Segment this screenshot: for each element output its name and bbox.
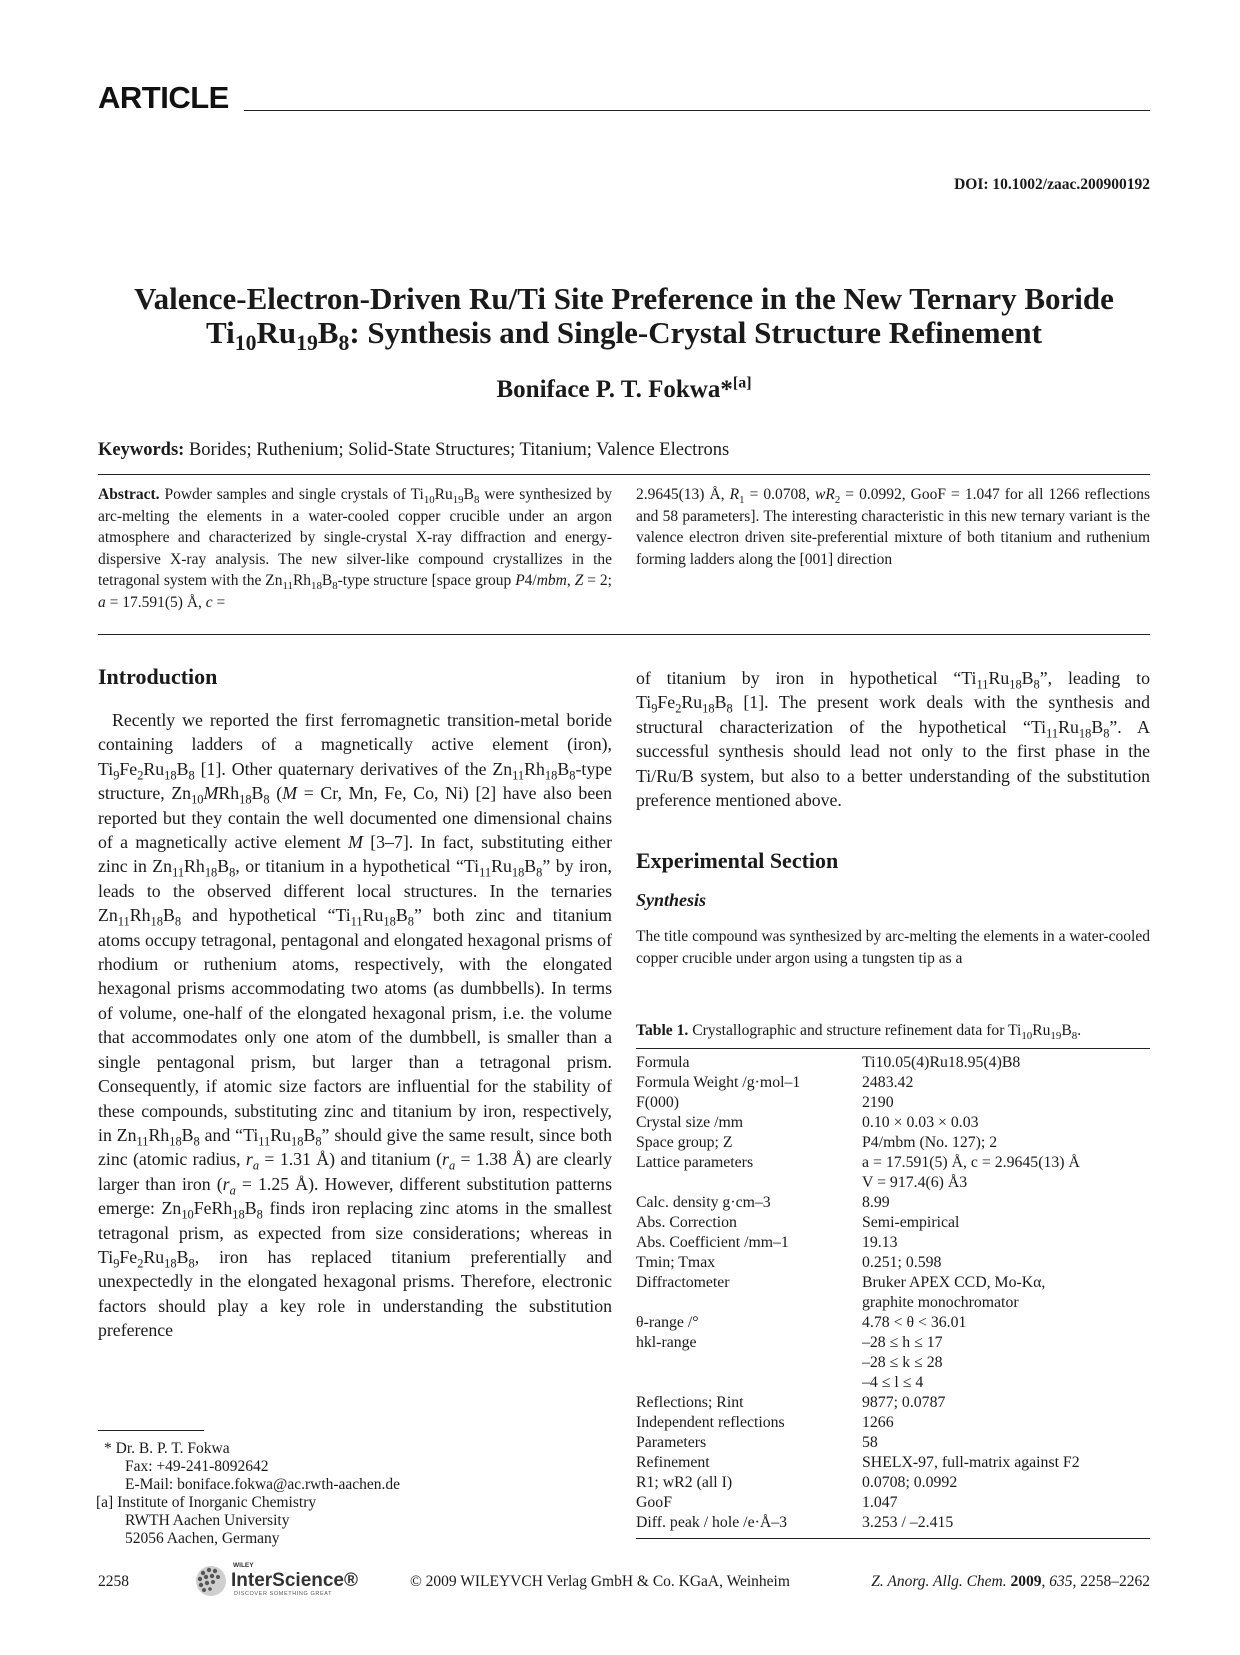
table-row-value: Bruker APEX CCD, Mo-Kα, [862, 1274, 1046, 1291]
table-row [636, 1173, 1150, 1193]
table-row [636, 1513, 1150, 1533]
keywords [98, 440, 729, 461]
table-row-label: Tmin; Tmax [636, 1254, 716, 1271]
table-row-value: 2483.42 [862, 1074, 914, 1091]
table-row [636, 1053, 1150, 1073]
abstract-bottom-rule [98, 634, 1150, 635]
table-row [636, 1093, 1150, 1113]
table-row-value: 2190 [862, 1094, 894, 1111]
table-row-label: Parameters [636, 1434, 707, 1451]
abstract-left: Abstract. Powder samples and single crystals of $Ti_{10}Ru_{19}B_8$ were synthesized by arc-melting the elements in a water-cooled copper crucible under an argon atmosphere and characterized by single-crystal X-ray diffraction and energy-dispersive X-ray analysis. The new silver-like compound crystallizes in the tetragonal system with the $Zn_{11}Rh_{18}B_8$-type structure [space group P4/mbm, Z = 2; a = 17.591(5) Å, c = [98, 486, 613, 611]
table-row [636, 1313, 1150, 1333]
table-row-value: Semi-empirical [862, 1214, 960, 1231]
journal-volume: 635 [1049, 1573, 1073, 1590]
table-row-value: –28 ≤ h ≤ 17 [862, 1334, 943, 1351]
table-row [636, 1133, 1150, 1153]
interscience-logo [193, 1562, 358, 1600]
table-row-value: 4.78 < θ < 36.01 [862, 1314, 967, 1331]
logo-text: InterScience® [231, 1570, 358, 1591]
page-number: 2258 [98, 1573, 129, 1590]
table-row-value: –28 ≤ k ≤ 28 [862, 1354, 943, 1371]
paper-title [98, 281, 1150, 356]
table-row-value: SHELX-97, full-matrix against F2 [862, 1454, 1080, 1471]
table-row-label: Crystal size /mm [636, 1114, 744, 1131]
table-row-label: Refinement [636, 1454, 710, 1471]
table-row [636, 1213, 1150, 1233]
footnote-university: RWTH Aachen University [125, 1512, 290, 1529]
table-row-label: Reflections; Rint [636, 1394, 744, 1411]
table-row-value: 9877; 0.0787 [862, 1394, 946, 1411]
table-row-label: Formula [636, 1054, 690, 1071]
table-row [636, 1333, 1150, 1353]
synthesis-subheading: Synthesis [636, 890, 707, 910]
table-row [636, 1293, 1150, 1313]
footnote-rule [98, 1430, 204, 1431]
crystallographic-table [636, 1053, 1150, 1533]
table-row-label: GooF [636, 1494, 672, 1511]
table-row-label: F(000) [636, 1094, 680, 1111]
journal-name: Z. Anorg. Allg. Chem. [871, 1573, 1007, 1590]
article-header [98, 80, 1150, 120]
table-row [636, 1073, 1150, 1093]
table-row [636, 1113, 1150, 1133]
author-affiliation-mark: [a] [732, 374, 752, 392]
table-row-value: 58 [862, 1434, 878, 1451]
author-name: Boniface P. T. Fokwa* [496, 376, 733, 403]
table-bottom-rule [636, 1538, 1150, 1539]
table-row-label: Diff. peak / hole /e·Å–3 [636, 1514, 788, 1531]
table-row [636, 1273, 1150, 1293]
table-row [636, 1393, 1150, 1413]
table-row [636, 1473, 1150, 1493]
table-row-value: –4 ≤ l ≤ 4 [862, 1374, 924, 1391]
table-row-value: graphite monochromator [862, 1294, 1019, 1311]
table-row-value: 0.251; 0.598 [862, 1254, 942, 1271]
header-rule [244, 110, 1150, 111]
table-row [636, 1353, 1150, 1373]
table-row-value: 1.047 [862, 1494, 898, 1511]
section-label: ARTICLE [98, 80, 229, 115]
title-line-2: $Ti_{10}Ru_{19}B_8$: Synthesis and Single-Crystal Structure Refinement [206, 315, 1042, 356]
table-row-value: 1266 [862, 1414, 894, 1431]
keywords-label: Keywords: [98, 440, 185, 460]
table-row [636, 1493, 1150, 1513]
experimental-heading: Experimental Section [636, 848, 839, 873]
journal-pages: 2258–2262 [1080, 1573, 1150, 1590]
table-row-label: Space group; Z [636, 1134, 733, 1151]
footnote-fax: Fax: +49-241-8092642 [125, 1458, 269, 1475]
table-top-rule [636, 1048, 1150, 1049]
author [98, 376, 1150, 404]
table-row [636, 1433, 1150, 1453]
table-caption-label: Table 1. [636, 1022, 689, 1039]
table-row [636, 1413, 1150, 1433]
footnote-corresponding-author: * Dr. B. P. T. Fokwa [104, 1440, 230, 1457]
table-row-value: V = 917.4(6) Å3 [862, 1174, 968, 1191]
title-line-1: Valence-Electron-Driven Ru/Ti Site Preference in the New Ternary Boride [134, 281, 1114, 316]
introduction-heading: Introduction [98, 664, 218, 689]
table-row-label: Abs. Coefficient /mm–1 [636, 1234, 789, 1251]
logo-brand: WILEY [233, 1562, 254, 1569]
table-row-label: Calc. density g·cm–3 [636, 1194, 771, 1211]
table-row-label: Formula Weight /g·mol–1 [636, 1074, 801, 1091]
table-row-value: 3.253 / –2.415 [862, 1514, 954, 1531]
table-row [636, 1253, 1150, 1273]
footnote-affiliation: [a] Institute of Inorganic Chemistry [96, 1494, 317, 1511]
abstract-top-rule [98, 474, 1150, 475]
interscience-globe-icon [193, 1563, 229, 1599]
table-row-value: P4/mbm (No. 127); 2 [862, 1134, 998, 1151]
table-row-value: a = 17.591(5) Å, c = 2.9645(13) Å [862, 1154, 1080, 1171]
table-row-label: hkl-range [636, 1334, 697, 1351]
introduction-paragraph-2: of titanium by iron in hypothetical “$Ti_{11}Ru_{18}B_8$”, leading to $Ti_9Fe_2Ru_{18}B_8$ [1]. The present work deals with the synthesis and structural characterization of the hypothetical “$Ti_{11}Ru_{18}B_8$”. A successful synthesis should lead not only to the first phase in the Ti/Ru/B system, but also to a better understanding of the substitution preference mentioned above. [636, 668, 1150, 811]
copyright: © 2009 WILEYVCH Verlag GmbH & Co. KGaA, Weinheim [410, 1573, 790, 1590]
journal-citation: Z. Anorg. Allg. Chem. 2009, 635, 2258–2262 [871, 1573, 1150, 1590]
table-row-label: Abs. Correction [636, 1214, 737, 1231]
table-row-label: Independent reflections [636, 1414, 785, 1431]
table-row-label: Diffractometer [636, 1274, 730, 1291]
table-row [636, 1233, 1150, 1253]
abstract-right: 2.9645(13) Å, $R_1 = 0.0708$, $wR_2 = 0.0992$, GooF = 1.047 for all 1266 reflections and 58 parameters]. The interesting characteristic in this new ternary variant is the valence electron driven site-preferential mixture of both titanium and ruthenium forming ladders along the [001] direction [636, 486, 1150, 568]
table-row [636, 1373, 1150, 1393]
table-row-value: Ti10.05(4)Ru18.95(4)B8 [862, 1054, 1021, 1071]
keywords-text: Borides; Ruthenium; Solid-State Structures; Titanium; Valence Electrons [188, 440, 730, 460]
abstract-label: Abstract. [98, 486, 160, 503]
table-row-label: Lattice parameters [636, 1154, 754, 1171]
introduction-paragraph-1: Recently we reported the first ferromagnetic transition-metal boride containing ladders of a magnetically active element (iron), $Ti_9Fe_2Ru_{18}B_8$ [1]. Other quaternary derivatives of the $Zn_{11}Rh_{18}B_8$-type structure, $Zn_{10}MRh_{18}B_8$ (M = Cr, Mn, Fe, Co, Ni) [2] have also been reported but they contain the well documented one dimensional chains of a magnetically active element M [3–7]. In fact, substituting either zinc in $Zn_{11}Rh_{18}B_8$, or titanium in a hypothetical “$Ti_{11}Ru_{18}B_8$” by iron, leads to the observed different local structures. In the ternaries $Zn_{11}Rh_{18}B_8$ and hypothetical “$Ti_{11}Ru_{18}B_8$” both zinc and titanium atoms occupy tetragonal, pentagonal and elongated hexagonal prisms of rhodium or ruthenium atoms, respectively, with the elongated hexagonal prisms accommodating two atoms (as dumbbells). In terms of volume, one-half of the elongated hexagonal prism, i.e. the volume that accommodates only one atom of the dumbbell, is smaller than a single pentagonal prism, but larger than a tetragonal prism. Consequently, if atomic size factors are influential for the stability of these compounds, substituting zinc and titanium by iron, respectively, in $Zn_{11}Rh_{18}B_8$ and “$Ti_{11}Ru_{18}B_8$” should give the same result, since both zinc (atomic radius, $r_a = 1.31$ Å) and titanium ($r_a = 1.38$ Å) are clearly larger than iron ($r_a = 1.25$ Å). However, different substitution patterns emerge: $Zn_{10}FeRh_{18}B_8$ finds iron replacing zinc atoms in the smallest tetragonal prism, as expected from size considerations; whereas in $Ti_9Fe_2Ru_{18}B_8$, iron has replaced titanium preferentially and unexpectedly in the elongated hexagonal prisms. Therefore, electronic factors should play a key role in understanding the substitution preference [98, 710, 613, 1341]
table-row-value: 19.13 [862, 1234, 898, 1251]
logo-tagline: DISCOVER SOMETHING GREAT [234, 1591, 333, 1597]
synthesis-text: The title compound was synthesized by arc-melting the elements in a water-cooled copper crucible under argon using a tungsten tip as a [636, 928, 1150, 967]
footnotes [96, 1440, 401, 1548]
doi: DOI: 10.1002/zaac.200900192 [954, 176, 1150, 193]
table-row [636, 1153, 1150, 1173]
table-row-value: 8.99 [862, 1194, 890, 1211]
footnote-address: 52056 Aachen, Germany [125, 1530, 280, 1547]
table-row [636, 1453, 1150, 1473]
table-row-value: 0.0708; 0.0992 [862, 1474, 958, 1491]
table-caption: Table 1. Crystallographic and structure refinement data for $Ti_{10}Ru_{19}B_8$. [636, 1022, 1082, 1043]
journal-year: 2009 [1010, 1573, 1042, 1590]
table-row-value: 0.10 × 0.03 × 0.03 [862, 1114, 979, 1131]
table-row-label: R1; wR2 (all I) [636, 1474, 733, 1491]
footnote-email[interactable]: E-Mail: boniface.fokwa@ac.rwth-aachen.de [125, 1476, 401, 1493]
table-row [636, 1193, 1150, 1213]
table-row-label: θ-range /° [636, 1314, 699, 1331]
